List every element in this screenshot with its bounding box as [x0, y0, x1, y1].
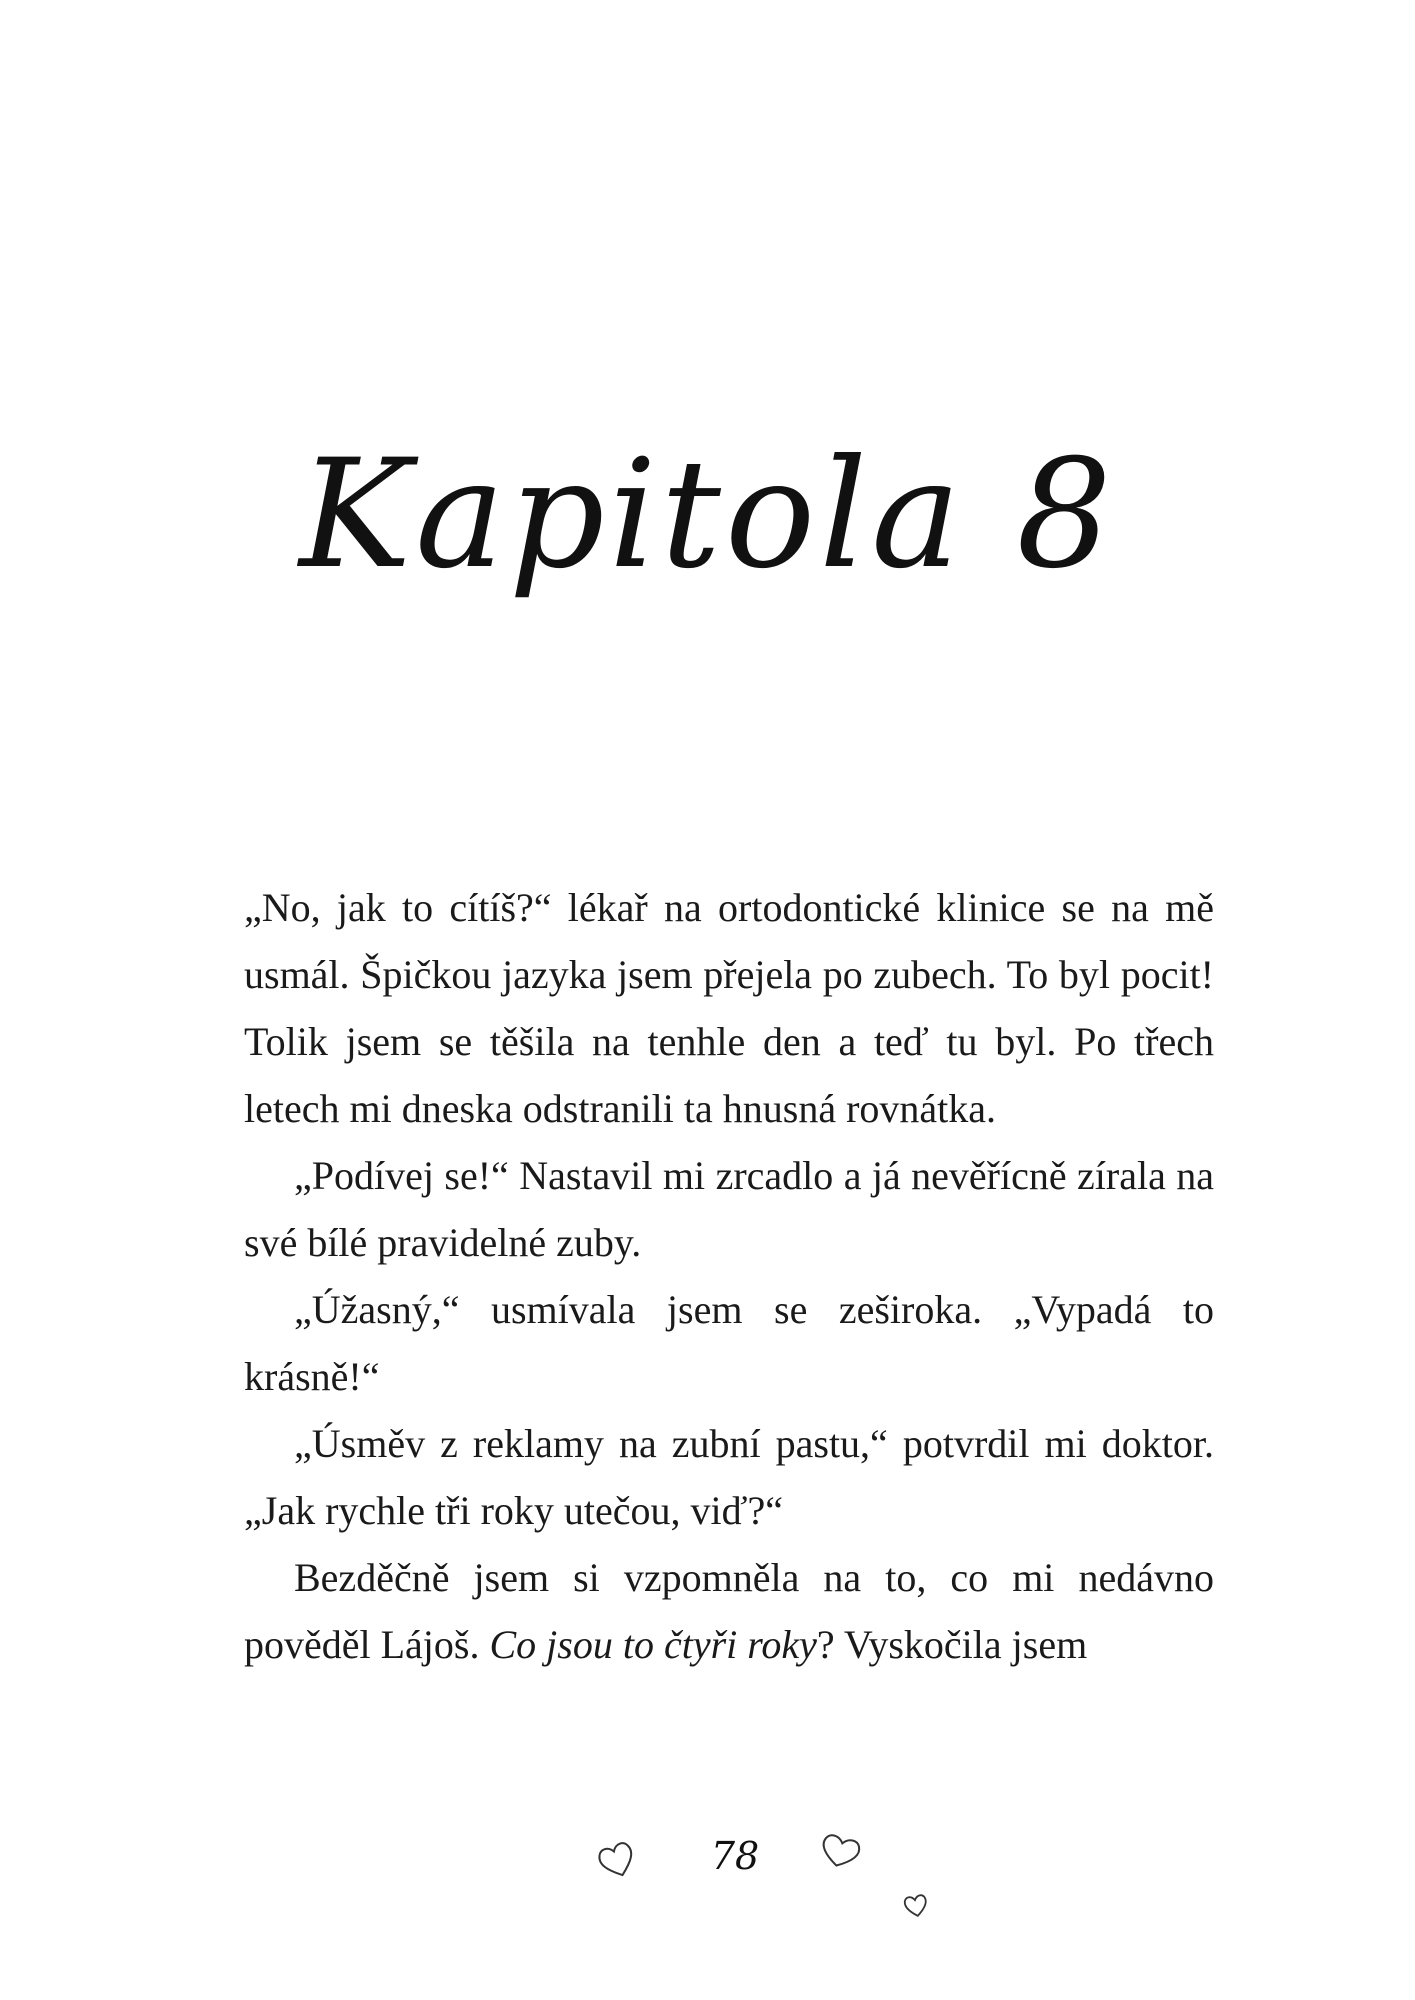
page-number: 78: [710, 1834, 760, 1878]
paragraph-3: „Úžasný,“ usmívala jsem se zeširoka. „Vypadá to krásně!“: [244, 1287, 1214, 1399]
chapter-title: Kapitola 8: [299, 428, 1116, 602]
paragraph-4: „Úsměv z reklamy na zubní pastu,“ potvrdil mi doktor. „Jak rychle tři roky utečou, viď?“: [244, 1421, 1214, 1533]
heart-outline-icon: [816, 1832, 864, 1872]
body-text: [244, 874, 1214, 1678]
heart-outline-icon: [902, 1892, 930, 1920]
heart-outline-icon: [596, 1840, 638, 1880]
paragraph-1: „No, jak to cítíš?“ lékař na ortodontické klinice se na mě usmál. Špičkou jazyka jsem přejela po zubech. To byl pocit! Tolik jsem se těšila na tenhle den a teď tu byl. Po třech letech mi dneska odstranili ta hnusná rovnátka.: [244, 885, 1214, 1131]
paragraph-5-italic: Co jsou to čtyři roky: [489, 1622, 817, 1667]
paragraph-5: [244, 1544, 1214, 1678]
paragraph-5-text-before: Bezděčně jsem si vzpomněla na to, co mi nedávno pověděl Lájoš.: [244, 1555, 1214, 1667]
page-footer: [0, 1820, 1415, 1930]
paragraph-2: „Podívej se!“ Nastavil mi zrcadlo a já nevěřícně zírala na své bílé pravidelné zuby.: [244, 1153, 1214, 1265]
paragraph-5-text-after: ? Vyskočila jsem: [816, 1622, 1088, 1667]
